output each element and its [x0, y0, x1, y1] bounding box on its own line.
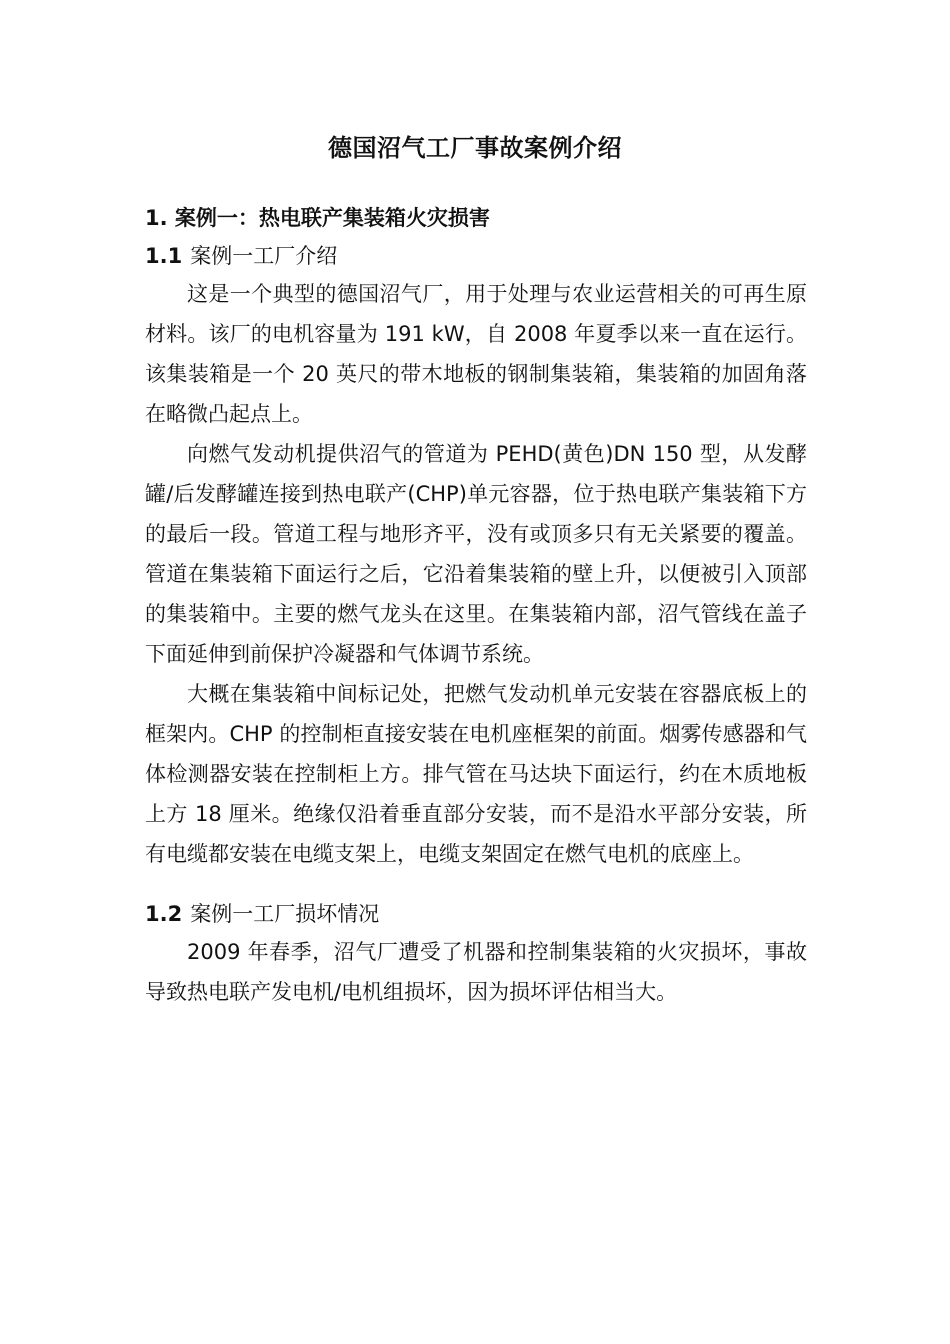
subsection-heading [145, 896, 807, 932]
section-heading: 1. 案例一：热电联产集装箱火灾损害 [145, 206, 490, 230]
paragraph: 向燃气发动机提供沼气的管道为 PEHD(黄色)DN 150 型，从发酵罐/后发酵罐连接到热电联产(CHP)单元容器，位于热电联产集装箱下方的最后一段。管道工程与地形齐平，没有或顶多只有无关紧要的覆盖。管道在集装箱下面运行之后，它沿着集装箱的壁上升，以便被引入顶部的集装箱中。主要的燃气龙头在这里。在集装箱内部，沼气管线在盖子下面延伸到前保护冷凝器和气体调节系统。 [145, 442, 807, 666]
paragraph: 大概在集装箱中间标记处，把燃气发动机单元安装在容器底板上的框架内。CHP 的控制柜直接安装在电机座框架的前面。烟雾传感器和气体检测器安装在控制柜上方。排气管在马达块下面运行，约在木质地板上方 18 厘米。绝缘仅沿着垂直部分安装，而不是沿水平部分安装，所有电缆都安装在电缆支架上，电缆支架固定在燃气电机的底座上。 [145, 682, 807, 866]
subsection-label: 案例一工厂损坏情况 [190, 902, 380, 926]
subsection-number: 1.1 [145, 244, 183, 268]
paragraph: 2009 年春季，沼气厂遭受了机器和控制集装箱的火灾损坏，事故导致热电联产发电机/电机组损坏，因为损坏评估相当大。 [145, 940, 807, 1004]
paragraph: 这是一个典型的德国沼气厂，用于处理与农业运营相关的可再生原材料。该厂的电机容量为 191 kW，自 2008 年夏季以来一直在运行。该集装箱是一个 20 英尺的带木地板的钢制集装箱，集装箱的加固角落在略微凸起点上。 [145, 282, 807, 426]
subsection-heading [145, 238, 807, 274]
document-body [145, 200, 807, 1012]
subsection-label: 案例一工厂介绍 [190, 244, 338, 268]
subsection-number: 1.2 [145, 902, 183, 926]
document-title: 德国沼气工厂事故案例介绍 [328, 134, 622, 162]
